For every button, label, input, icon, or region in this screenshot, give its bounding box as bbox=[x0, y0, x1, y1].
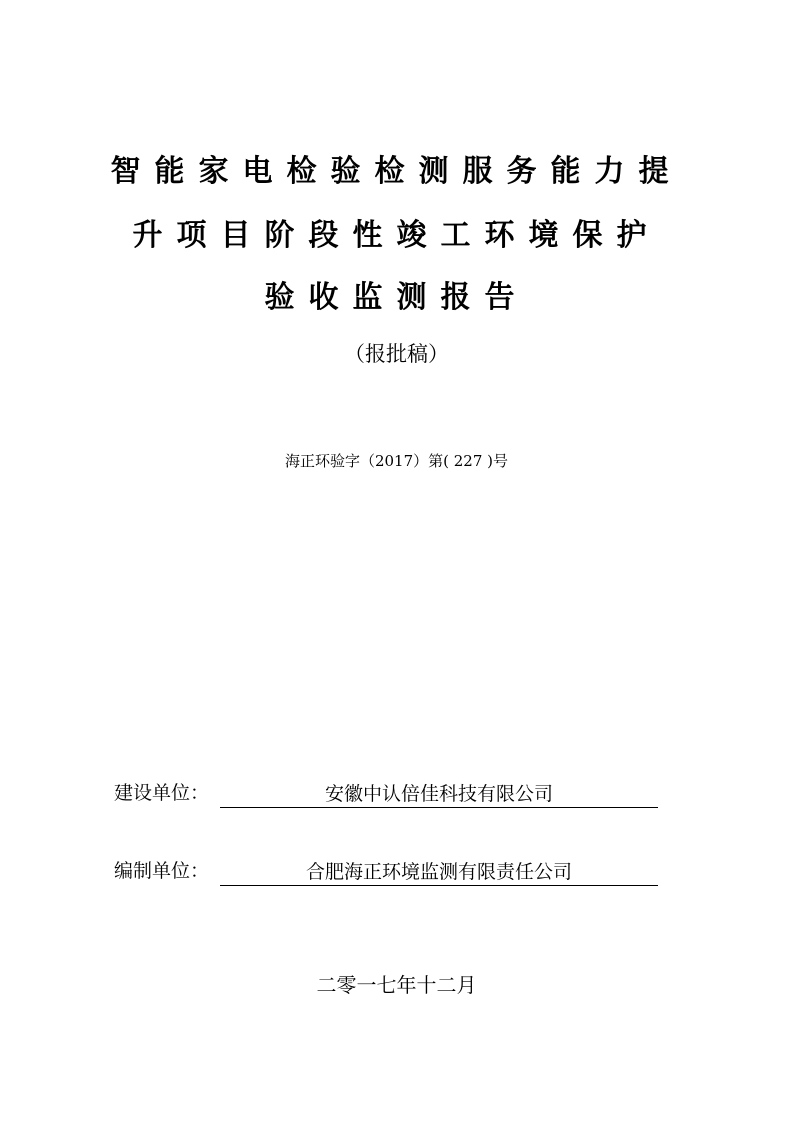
builder-label: 建设单位： bbox=[114, 782, 210, 804]
compiler-field bbox=[114, 856, 659, 886]
builder-field bbox=[114, 778, 659, 808]
report-title-line-3: 验收监测报告 bbox=[264, 280, 529, 315]
compiler-label: 编制单位： bbox=[114, 860, 210, 882]
report-title-line-2: 升项目阶段性竣工环境保护 bbox=[132, 218, 661, 253]
document-number: 海正环验字（2017）第( 227 )号 bbox=[284, 452, 509, 470]
draft-status: （报批稿） bbox=[344, 342, 449, 366]
compiler-value: 合肥海正环境监测有限责任公司 bbox=[220, 859, 658, 886]
builder-value: 安徽中认倍佳科技有限公司 bbox=[220, 781, 658, 808]
report-title-line-1: 智能家电检验检测服务能力提 bbox=[110, 154, 683, 189]
report-date: 二零一七年十二月 bbox=[316, 973, 477, 997]
